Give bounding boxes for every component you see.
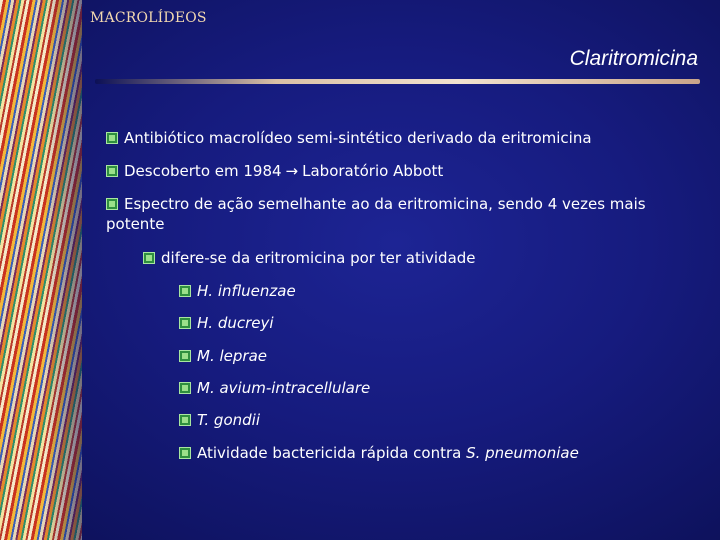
bullet-text: Descoberto em 1984 — [124, 162, 282, 180]
bullet-text: Laboratório Abbott — [302, 162, 444, 180]
bullet-item — [179, 378, 370, 398]
bullet-item — [179, 410, 260, 430]
green-square-bullet-icon — [106, 165, 118, 177]
bullet-item — [179, 443, 579, 463]
green-square-bullet-icon — [179, 414, 191, 426]
green-square-bullet-icon — [106, 132, 118, 144]
green-square-bullet-icon — [179, 350, 191, 362]
green-square-bullet-icon — [179, 447, 191, 459]
bullet-item — [106, 161, 443, 181]
bullet-item — [179, 281, 296, 301]
bullet-item — [106, 194, 686, 234]
bullet-text: Antibiótico macrolídeo semi-sintético derivado da eritromicina — [124, 129, 592, 147]
bullet-item — [179, 313, 274, 333]
organism-name: H. ducreyi — [197, 314, 274, 332]
bullet-text: Espectro de ação semelhante ao da eritromicina, sendo 4 vezes mais potente — [106, 195, 646, 233]
bullet-item — [106, 128, 592, 148]
organism-name: T. gondii — [197, 411, 260, 429]
bullet-text: difere-se da eritromicina por ter atividade — [161, 249, 476, 267]
organism-name: M. avium-intracellulare — [197, 379, 371, 397]
bullet-item — [179, 346, 267, 366]
bullet-text: Atividade bactericida rápida contra — [197, 444, 467, 462]
slide-title: Claritromicina — [569, 47, 698, 70]
bullet-item — [143, 248, 476, 268]
green-square-bullet-icon — [106, 198, 118, 210]
organism-name: M. leprae — [197, 347, 267, 365]
slide-header: MACROLÍDEOS — [90, 10, 207, 26]
organism-name: H. influenzae — [197, 282, 296, 300]
decorative-stripes — [0, 0, 82, 540]
green-square-bullet-icon — [179, 317, 191, 329]
green-square-bullet-icon — [179, 285, 191, 297]
green-square-bullet-icon — [179, 382, 191, 394]
right-arrow-icon: → — [285, 162, 299, 180]
title-divider — [95, 79, 700, 84]
green-square-bullet-icon — [143, 252, 155, 264]
organism-name: S. pneumoniae — [466, 444, 579, 462]
